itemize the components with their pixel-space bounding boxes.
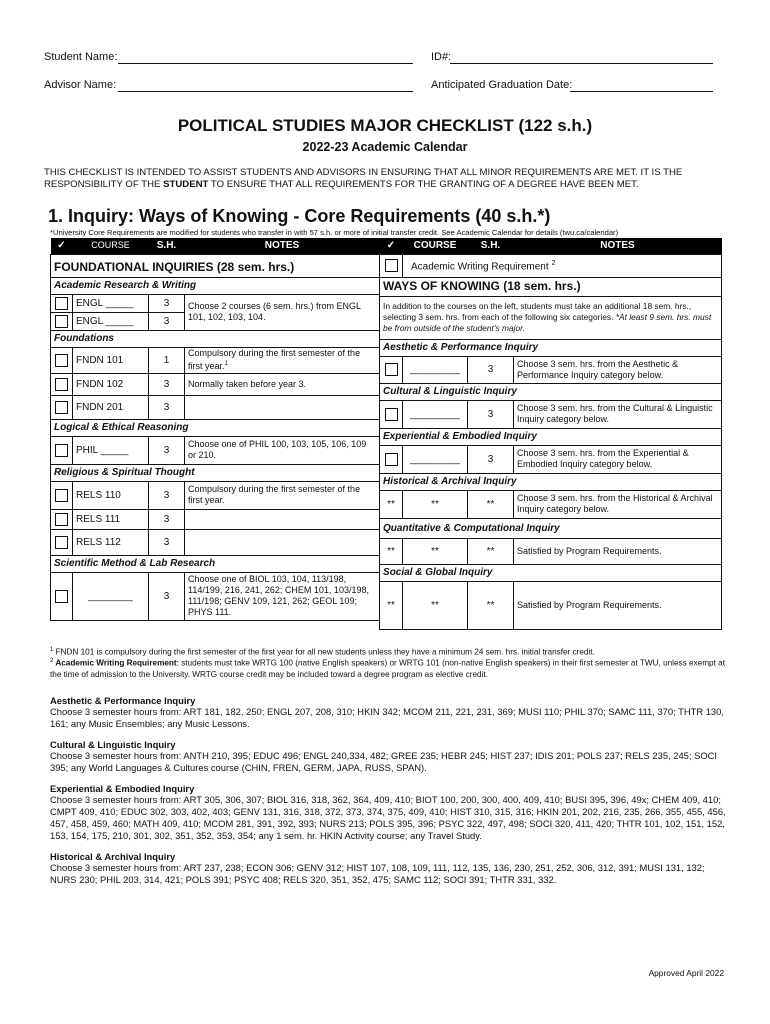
phil-note: Choose one of PHIL 100, 103, 105, 106, 109 or 210. bbox=[185, 436, 380, 464]
fndn101-checkbox[interactable] bbox=[55, 354, 68, 367]
category-religious-spiritual: Religious & Spiritual Thought bbox=[51, 464, 380, 481]
writing-requirement-checkbox[interactable] bbox=[385, 259, 398, 272]
writing-requirement-label: Academic Writing Requirement $^2$ bbox=[403, 254, 722, 277]
category-heading: Aesthetic & Performance Inquiry bbox=[50, 695, 196, 706]
experiential-sh: 3 bbox=[468, 445, 514, 473]
category-logical-ethical: Logical & Ethical Reasoning bbox=[51, 419, 380, 436]
fndn101-note: Compulsory during the first semester of the first year.$^1$ bbox=[185, 347, 380, 373]
ways-of-knowing-heading: WAYS OF KNOWING (18 sem. hrs.) bbox=[380, 277, 722, 296]
cultural-course[interactable]: _________ bbox=[403, 400, 468, 428]
rels111-checkbox[interactable] bbox=[55, 513, 68, 526]
table-header-row bbox=[51, 238, 380, 254]
quantitative-sh: ** bbox=[468, 538, 514, 564]
fndn101-sh: 1 bbox=[149, 347, 185, 373]
science-checkbox[interactable] bbox=[55, 590, 68, 603]
graduation-date-field[interactable] bbox=[570, 79, 713, 92]
category-experiential: Experiential & Embodied Inquiry bbox=[380, 428, 722, 445]
engl-2-course[interactable]: ENGL _____ bbox=[73, 312, 149, 330]
check-header: ✓ bbox=[57, 240, 66, 252]
page-subtitle: 2022-23 Academic Calendar bbox=[302, 140, 468, 154]
page-title: POLITICAL STUDIES MAJOR CHECKLIST (122 s.h.) bbox=[177, 116, 593, 135]
historical-check: ** bbox=[380, 490, 403, 518]
rels112-course: RELS 112 bbox=[73, 529, 149, 555]
engl-2-sh: 3 bbox=[149, 312, 185, 330]
rels111-sh: 3 bbox=[149, 509, 185, 529]
section-note: *University Core Requirements are modified for students who transfer in with 57 s.h. or more of initial transfer credit. See Academic Calendar for details (twu.ca/calendar) bbox=[50, 228, 619, 237]
social-sh: ** bbox=[468, 581, 514, 629]
section-heading: 1. Inquiry: Ways of Knowing - Core Requirements (40 s.h.*) bbox=[48, 206, 551, 226]
aesthetic-sh: 3 bbox=[468, 356, 514, 383]
aesthetic-course[interactable]: _________ bbox=[403, 356, 468, 383]
fndn101-course: FNDN 101 bbox=[73, 347, 149, 373]
right-course-header: COURSE bbox=[413, 240, 457, 252]
cultural-sh: 3 bbox=[468, 400, 514, 428]
quantitative-course: ** bbox=[403, 538, 468, 564]
category-heading: Experiential & Embodied Inquiry bbox=[50, 783, 195, 794]
rels110-sh: 3 bbox=[149, 481, 185, 509]
category-academic-research: Academic Research & Writing bbox=[51, 277, 380, 294]
historical-note: Choose 3 sem. hrs. from the Historical & Archival Inquiry category below. bbox=[514, 490, 722, 518]
historical-sh: ** bbox=[468, 490, 514, 518]
graduation-date-label: Anticipated Graduation Date: bbox=[431, 79, 573, 91]
engl-1-sh: 3 bbox=[149, 294, 185, 312]
right-check-header: ✓ bbox=[386, 240, 396, 252]
category-aesthetic: Aesthetic & Performance Inquiry bbox=[380, 339, 722, 356]
category-block bbox=[50, 851, 730, 886]
social-course: ** bbox=[403, 581, 468, 629]
social-check: ** bbox=[380, 581, 403, 629]
advisor-name-label: Advisor Name: bbox=[44, 79, 117, 91]
category-text: Choose 3 semester hours from: ART 305, 306, 307; BIOL 316, 318, 362, 364, 409, 410; BIOT 100, 200, 300, 400, 409, 410; BUSI 395, 396, 49x; CHEM 409, 410; CMPT 409, 410; EDUC 302, 303, 402, 403; GENV 131, 316, 318, 372, 373, 374, 375, 409, 410; HIST 310, 315, 316; HKIN 201, 202, 216, 235, 266, 355, 455, 456, 457, 458, 459, 460; MATH 409, 410; MCOM 281, 391, 392, 393; NURS 213; POLS 395, 396; PSYC 322, 497, 498; SOCI 320, 411, 420; THTR 101, 102, 151, 152, 153, 154, 175, 210, 301, 302, 351, 352, 353, 354; any 1 sem. hr. HKIN Activity course; any Travel Study. bbox=[50, 794, 726, 841]
student-name-label: Student Name: bbox=[44, 51, 118, 63]
footnote-2: $^2$ Academic Writing Requirement: students must take WRTG 100 (native English speakers) or WRTG 101 (non-native English speakers) in their first semester at TWU, unless exempt at the time of admission to the University. WRTG course credit may be included toward a degree program as elective credit. bbox=[50, 658, 725, 679]
aesthetic-checkbox[interactable] bbox=[385, 363, 398, 376]
foundational-heading: FOUNDATIONAL INQUIRIES (28 sem. hrs.) bbox=[51, 254, 380, 277]
rels110-note: Compulsory during the first semester of the first year. bbox=[185, 481, 380, 509]
science-note: Choose one of BIOL 103, 104, 113/198, 114/199, 216, 241, 262; CHEM 101, 103/198, 111/198; GENV 109, 121, 262; GEOL 109; PHYS 111. bbox=[185, 572, 380, 620]
right-notes-header: NOTES bbox=[600, 240, 635, 252]
rels112-checkbox[interactable] bbox=[55, 536, 68, 549]
category-quantitative: Quantitative & Computational Inquiry bbox=[380, 518, 722, 538]
quantitative-note: Satisfied by Program Requirements. bbox=[514, 538, 722, 564]
sh-header: S.H. bbox=[156, 240, 177, 252]
fndn102-note: Normally taken before year 3. bbox=[185, 373, 380, 395]
fndn201-sh: 3 bbox=[149, 395, 185, 419]
category-text: Choose 3 semester hours from: ART 181, 182, 250; ENGL 207, 208, 310; HKIN 342; MCOM 211, 221, 231, 369; MUSI 110; PHIL 370; SAMC 111, 370; THTR 130, 161; any Music Ensembles; any Music Lessons. bbox=[50, 706, 724, 729]
category-historical: Historical & Archival Inquiry bbox=[380, 473, 722, 490]
aesthetic-note: Choose 3 sem. hrs. from the Aesthetic & Performance Inquiry category below. bbox=[514, 356, 722, 383]
fndn102-course: FNDN 102 bbox=[73, 373, 149, 395]
right-sh-header: S.H. bbox=[480, 240, 501, 252]
id-label: ID#: bbox=[431, 51, 452, 63]
category-block bbox=[50, 739, 730, 774]
course-header: COURSE bbox=[91, 240, 130, 251]
advisor-name-field[interactable] bbox=[118, 79, 413, 92]
phil-checkbox[interactable] bbox=[55, 444, 68, 457]
footnote-1: $^1$ FNDN 101 is compulsory during the first semester of the first year for all new students unless they have a minimum 24 sem. hrs. initial transfer credit. bbox=[50, 647, 595, 657]
experiential-course[interactable]: _________ bbox=[403, 445, 468, 473]
category-heading: Cultural & Linguistic Inquiry bbox=[50, 739, 176, 750]
category-text: Choose 3 semester hours from: ART 237, 238; ECON 306; GENV 312; HIST 107, 108, 109, 111, 112, 135, 136, 230, 251, 252, 306, 312, 391; MUSI 131, 132; NURS 230; PHIL 203, 314, 421; POLS 391; PSYC 408; RELS 320, 351, 352, 475; SAMC 112; SOCI 391; THTR 331, 332. bbox=[50, 862, 705, 885]
category-text: Choose 3 semester hours from: ANTH 210, 395; EDUC 496; ENGL 240,334, 482; GREE 235; HEBR 245; HIST 237; IDIS 201; POLS 237; RELS 235, 245; SOCI 395; any World Languages & Cultures course (CHIN, FREN, GERM, JAPA, RUSS, SPAN). bbox=[50, 750, 718, 773]
fndn201-course: FNDN 201 bbox=[73, 395, 149, 419]
experiential-note: Choose 3 sem. hrs. from the Experiential & Embodied Inquiry category below. bbox=[514, 445, 722, 473]
science-course[interactable]: ________ bbox=[73, 572, 149, 620]
quantitative-check: ** bbox=[380, 538, 403, 564]
intro-text: THIS CHECKLIST IS INTENDED TO ASSIST STUDENTS AND ADVISORS IN ENSURING THAT ALL MINOR REQUIREMENTS ARE MET. IT IS THE RESPONSIBILITY OF THE STUDENT TO ENSURE THAT ALL REQUIREMENTS FOR THE GRANTING OF A DEGREE HAVE BEEN MET. bbox=[44, 167, 683, 190]
fndn102-sh: 3 bbox=[149, 373, 185, 395]
engl-1-course[interactable]: ENGL _____ bbox=[73, 294, 149, 312]
notes-header: NOTES bbox=[264, 240, 300, 252]
phil-sh: 3 bbox=[149, 436, 185, 464]
science-sh: 3 bbox=[149, 572, 185, 620]
fndn102-checkbox[interactable] bbox=[55, 378, 68, 391]
cultural-note: Choose 3 sem. hrs. from the Cultural & Linguistic Inquiry category below. bbox=[514, 400, 722, 428]
category-foundations: Foundations bbox=[51, 330, 380, 347]
phil-course[interactable]: PHIL _____ bbox=[73, 436, 149, 464]
fndn201-checkbox[interactable] bbox=[55, 401, 68, 414]
category-cultural: Cultural & Linguistic Inquiry bbox=[380, 383, 722, 400]
historical-course: ** bbox=[403, 490, 468, 518]
core-requirements-table bbox=[50, 238, 380, 621]
engl-note: Choose 2 courses (6 sem. hrs.) from ENGL 101, 102, 103, 104. bbox=[185, 294, 380, 330]
engl-2-checkbox[interactable] bbox=[55, 315, 68, 328]
engl-1-checkbox[interactable] bbox=[55, 297, 68, 310]
category-social-global: Social & Global Inquiry bbox=[380, 564, 722, 581]
categories-list bbox=[50, 695, 730, 895]
rels112-sh: 3 bbox=[149, 529, 185, 555]
category-heading: Historical & Archival Inquiry bbox=[50, 851, 176, 862]
experiential-checkbox[interactable] bbox=[385, 453, 398, 466]
id-field[interactable] bbox=[450, 51, 713, 64]
category-block bbox=[50, 783, 730, 842]
social-note: Satisfied by Program Requirements. bbox=[514, 581, 722, 629]
approved-date: Approved April 2022 bbox=[648, 968, 724, 978]
ways-of-knowing-note: In addition to the courses on the left, students must take an additional 18 sem. hrs., selecting 3 sem. hrs. from each of the following six categories. *At least 9 sem. hrs. must be from outside of the student’s major. bbox=[380, 296, 722, 339]
category-block bbox=[50, 695, 730, 730]
right-table-header-row bbox=[380, 238, 722, 254]
category-scientific-method: Scientific Method & Lab Research bbox=[51, 555, 380, 572]
ways-of-knowing-table bbox=[379, 238, 722, 630]
rels111-course: RELS 111 bbox=[73, 509, 149, 529]
rels110-checkbox[interactable] bbox=[55, 489, 68, 502]
student-name-field[interactable] bbox=[118, 51, 413, 64]
rels110-course: RELS 110 bbox=[73, 481, 149, 509]
cultural-checkbox[interactable] bbox=[385, 408, 398, 421]
